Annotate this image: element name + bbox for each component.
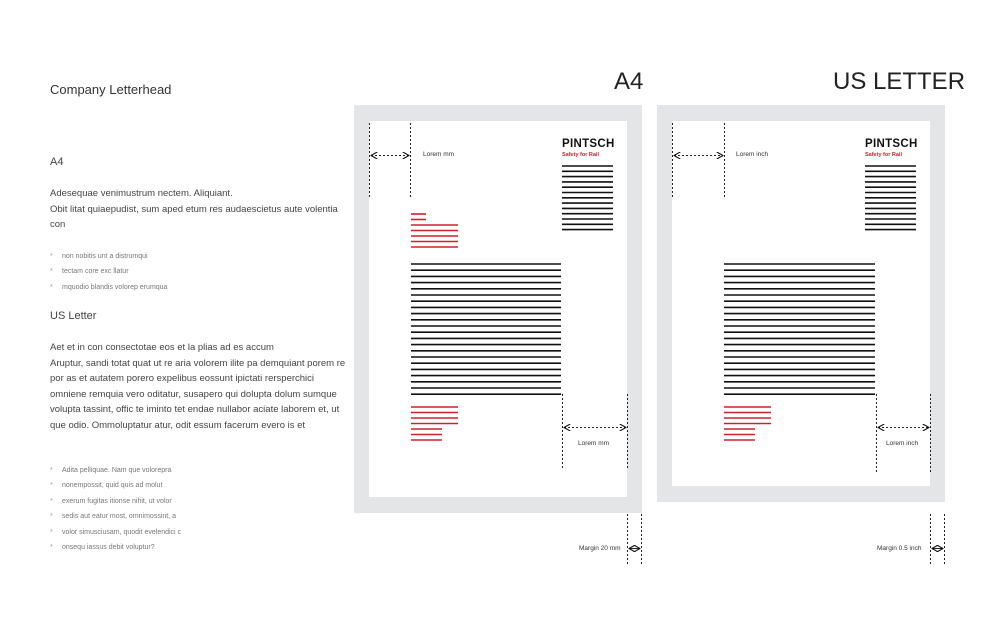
letter-address-block [865, 166, 916, 230]
a4-heading: A4 [50, 156, 64, 168]
a4-body-text [411, 264, 561, 394]
list-item: * volor simusciusam, quodit evelendici c [50, 525, 181, 540]
list-item: * nonempossit, quid quis ad molut [50, 478, 181, 493]
list-item: * Adita pelliquae. Nam que volorepra [50, 463, 181, 478]
list-item: * exerum fugitas itionse nihit, ut volor [50, 494, 181, 509]
list-item: * onsequ iassus debit voluptur? [50, 540, 181, 555]
list-item: * non nobitis unt a distrumqui [50, 249, 167, 264]
letter-body-text [724, 264, 875, 394]
a4-margin-indicator [628, 514, 642, 566]
letter-signature-block [724, 407, 771, 440]
a4-margin-label: Margin 20 mm [579, 545, 621, 552]
a4-top-margin-indicator [370, 123, 411, 198]
letter-logo: PINTSCH [865, 138, 918, 150]
page-title: Company Letterhead [50, 82, 172, 97]
us-letter-heading: US Letter [50, 310, 97, 322]
letter-margin-indicator [931, 514, 945, 566]
us-letter-format-label: US LETTER [833, 68, 966, 95]
a4-recipient-block [411, 214, 458, 247]
a4-top-measure-label: Lorem mm [423, 151, 455, 158]
list-item: * mquodio blandis volorep erumqua [50, 280, 167, 295]
letter-top-margin-indicator [673, 123, 725, 198]
letter-tagline: Safety for Rail [865, 152, 902, 158]
a4-tagline: Safety for Rail [562, 152, 599, 158]
letter-right-margin-indicator [877, 394, 931, 472]
us-letter-paragraph: Aet et in con consectotae eos et la plias ad es accum Aruptur, sandi totat quat ut re aria volorem ilite pa demquiant porem re por as et autatem porero expelibus eossunt ipictati rersperchici omniene remquia vero oditatur, susapero qui dolupta dolum sumque volupta tassint, offic te iminto tet endae nullabor aciate laborem et, ut que odio. Ommoluptatur atur, odit essum facerum evero is et [50, 342, 346, 431]
a4-paragraph: Adesequae venimustrum nectem. Aliquiant. Obit litat quiaepudist, sum aped etum res audaescietus aute volentia con [50, 188, 338, 230]
letter-top-measure-label: Lorem inch [736, 151, 769, 158]
a4-logo: PINTSCH [562, 138, 615, 150]
a4-right-margin-indicator [563, 394, 628, 469]
a4-address-block [562, 166, 613, 230]
list-item: * tectam core exc llatur [50, 264, 167, 279]
a4-right-measure-label: Lorem mm [578, 440, 610, 447]
list-item: * sedis aut eatur most, omnimossint, a [50, 509, 181, 524]
a4-signature-block [411, 407, 458, 440]
letter-right-measure-label: Lorem inch [886, 440, 919, 447]
letter-margin-label: Margin 0.5 inch [877, 545, 922, 552]
a4-format-label: A4 [614, 68, 644, 95]
